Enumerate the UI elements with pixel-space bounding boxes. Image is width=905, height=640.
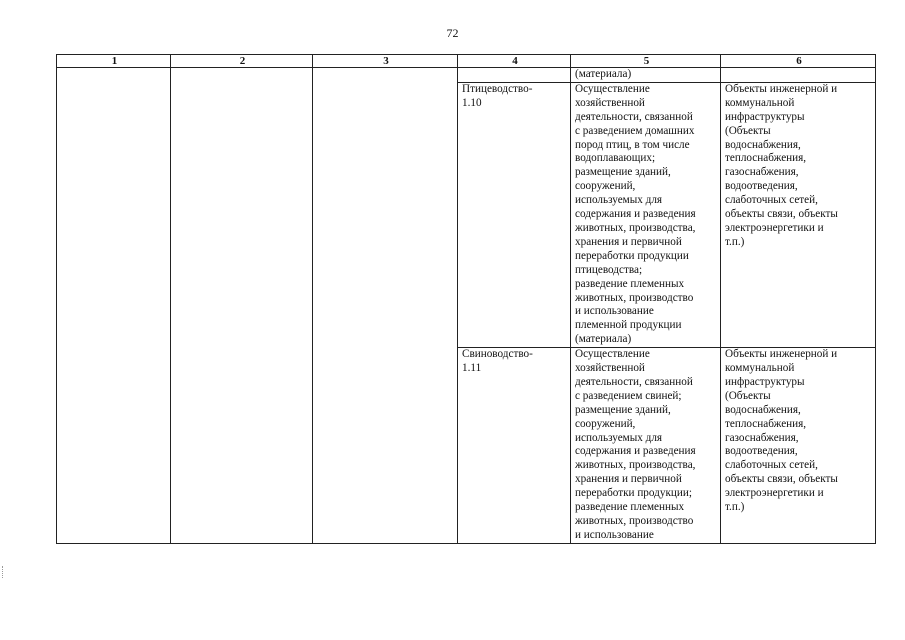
column-header-1: 1: [57, 55, 171, 68]
continuation-row: [57, 68, 876, 83]
column-header-2: 2: [171, 55, 313, 68]
col3-cell: [313, 68, 458, 544]
col5-continuation-cell: (материала): [571, 68, 721, 83]
column-header-6: 6: [721, 55, 876, 68]
column-header-5: 5: [571, 55, 721, 68]
permitted-objects: Объекты инженерной и коммунальной инфраструктуры (Объекты водоснабжения, теплоснабжения, газоснабжения, водоотведения, слаботочных сетей, объекты связи, объекты электроэнергетики и т.п.): [721, 82, 876, 347]
use-type-description: Осуществление хозяйственной деятельности, связанной с разведением домашних пород птиц, в том числе водоплавающих; размещение зданий, сооружений, используемых для содержания и разведения животных, производства, хранения и первичной переработки продукции птицеводства; разведение племенных животных, производство и использование племенной продукции (материала): [571, 82, 721, 347]
header-row: [57, 55, 876, 68]
col4-continuation-cell: [458, 68, 571, 83]
use-type-name: Птицеводство- 1.10: [458, 82, 571, 347]
scan-margin-mark: [2, 566, 5, 578]
col2-cell: [171, 68, 313, 544]
col6-continuation-cell: [721, 68, 876, 83]
page-number: 72: [446, 26, 459, 40]
column-header-4: 4: [458, 55, 571, 68]
column-header-3: 3: [313, 55, 458, 68]
zoning-table: [56, 54, 876, 544]
permitted-objects: Объекты инженерной и коммунальной инфраструктуры (Объекты водоснабжения, теплоснабжения, газоснабжения, водоотведения, слаботочных сетей, объекты связи, объекты электроэнергетики и т.п.): [721, 348, 876, 544]
col1-cell: [57, 68, 171, 544]
use-type-description: Осуществление хозяйственной деятельности, связанной с разведением свиней; размещение зданий, сооружений, используемых для содержания и разведения животных, производства, хранения и первичной переработки продукции; разведение племенных животных, производство и использование: [571, 348, 721, 544]
use-type-name: Свиноводство- 1.11: [458, 348, 571, 544]
